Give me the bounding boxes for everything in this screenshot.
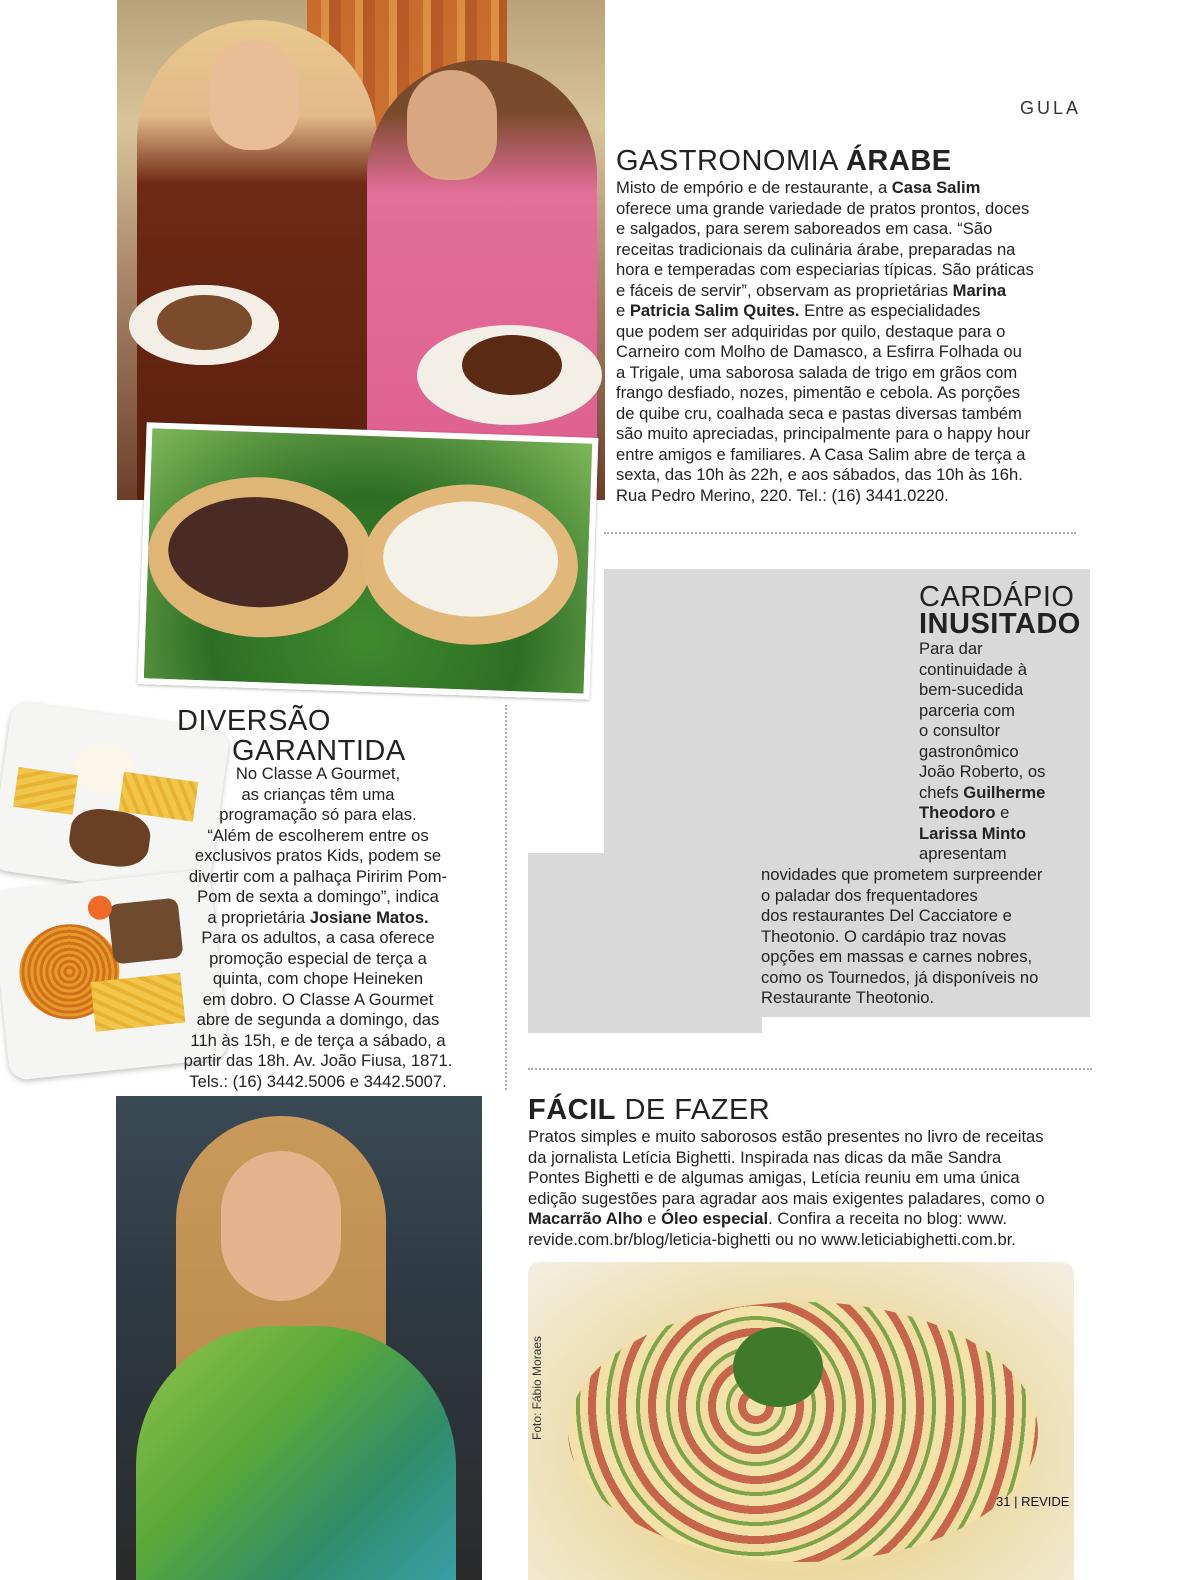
text-line: gastronômico — [919, 741, 1019, 761]
text-line: como os Tournedos, já disponíveis no — [761, 967, 1039, 987]
article-title: GASTRONOMIA ÁRABE — [616, 145, 952, 177]
article-body — [919, 639, 1084, 865]
text-line: oferece uma grande variedade de pratos prontos, doces — [616, 198, 1030, 218]
photo-credit: Foto: Fábio Moraes — [530, 1335, 544, 1440]
article-body-continued — [761, 865, 1081, 1009]
text-line: No Classe A Gourmet, — [235, 764, 401, 783]
text-line: continuidade à — [919, 659, 1027, 679]
text-line: exclusivos pratos Kids, podem se — [194, 846, 442, 865]
text-line: frango desfiado, nozes, pimentão e cebola. As porções — [616, 383, 1021, 402]
text-line: Theotonio. O cardápio traz novas — [761, 926, 1007, 946]
text-line: João Roberto, os — [919, 762, 1046, 781]
article-body — [528, 1127, 1083, 1250]
text-line: Larissa Minto — [919, 823, 1026, 843]
text-line: parceria com — [919, 700, 1015, 720]
photo-leticia-bighetti — [116, 1096, 482, 1580]
text-line: abre de segunda a domingo, das — [196, 1010, 440, 1029]
text-line: edição sugestões para agradar aos mais exigentes paladares, como o — [528, 1188, 1045, 1208]
article-title-diversao: DIVERSÃO GARANTIDA — [177, 705, 406, 767]
text-line: o paladar dos frequentadores — [761, 885, 978, 905]
text-line: chefs Guilherme — [919, 782, 1046, 802]
article-facil-de-fazer — [528, 1095, 1083, 1250]
text-line: novidades que prometem surpreender — [761, 865, 1043, 884]
text-line: revide.com.br/blog/leticia-bighetti ou no www.leticiabighetti.com.br. — [528, 1229, 1016, 1249]
text-line: da jornalista Letícia Bighetti. Inspirada nas dicas da mãe Sandra — [528, 1147, 1002, 1167]
text-line: e salgados, para serem saboreados em casa. “São — [616, 219, 993, 238]
text-line: Pontes Bighetti e de algumas amigas, Letícia reuniu em uma única — [528, 1168, 1020, 1187]
text-line: bem-sucedida — [919, 680, 1024, 699]
text-line: e Patricia Salim Quites. Entre as especialidades — [616, 301, 981, 320]
text-line: Tels.: (16) 3442.5006 e 3442.5007. — [189, 1071, 447, 1091]
article-title: CARDÁPIO INUSITADO — [919, 581, 1081, 640]
text-line: Carneiro com Molho de Damasco, a Esfirra Folhada ou — [616, 342, 1022, 361]
text-line: Para os adultos, a casa oferece — [201, 928, 435, 947]
text-line: Misto de empório e de restaurante, a Casa Salim — [616, 178, 981, 197]
divider-vertical — [505, 705, 507, 1090]
text-line: partir das 18h. Av. João Fiusa, 1871. — [183, 1051, 453, 1070]
article-title: FÁCIL DE FAZER — [528, 1094, 771, 1126]
text-line: e fáceis de servir”, observam as proprietárias Marina — [616, 280, 1007, 300]
text-line: Theodoro e — [919, 803, 1010, 822]
divider — [604, 532, 1076, 534]
text-line: as crianças têm uma — [241, 784, 395, 804]
text-line: de quibe cru, coalhada seca e pastas diversas também — [616, 403, 1022, 423]
text-line: receitas tradicionais da culinária árabe, preparadas na — [616, 239, 1016, 259]
text-line: quinta, com chope Heineken — [212, 969, 424, 988]
photo-esfirra-folhada — [138, 422, 599, 700]
text-line: Rua Pedro Merino, 220. Tel.: (16) 3441.0220. — [616, 485, 949, 505]
text-line: Restaurante Theotonio. — [761, 988, 935, 1007]
page-folio: 31 | REVIDE — [996, 1494, 1070, 1509]
text-line: hora e temperadas com especiarias típicas. São práticas — [616, 260, 1034, 279]
divider — [528, 1068, 1092, 1070]
text-line: Pratos simples e muito saborosos estão presentes no livro de receitas — [528, 1127, 1044, 1146]
text-line: entre amigos e familiares. A Casa Salim abre de terça a — [616, 444, 1026, 464]
text-line: são muito apreciadas, principalmente para o happy hour — [616, 424, 1031, 443]
text-line: em dobro. O Classe A Gourmet — [202, 989, 434, 1009]
text-line: Para dar — [919, 639, 983, 658]
article-cardapio-inusitado — [919, 581, 1084, 865]
article-body — [616, 178, 1086, 506]
text-line: promoção especial de terça a — [209, 948, 427, 968]
text-line: apresentam — [919, 844, 1007, 863]
photo-frame — [620, 582, 902, 852]
article-body-diversao — [148, 764, 488, 1092]
text-line: divertir com a palhaça Piririm Pom- — [188, 866, 448, 886]
text-line: a Trigale, uma saborosa salada de trigo em grãos com — [616, 362, 1018, 382]
text-line: programação só para elas. — [219, 805, 417, 824]
text-line: opções em massas e carnes nobres, — [761, 947, 1033, 966]
gray-box-panel-low — [528, 853, 762, 1033]
text-line: o consultor — [919, 721, 1001, 740]
text-line: dos restaurantes Del Cacciatore e — [761, 906, 1012, 925]
text-line: que podem ser adquiridas por quilo, destaque para o — [616, 321, 1006, 341]
text-line: Macarrão Alho e Óleo especial. Confira a receita no blog: www. — [528, 1209, 1007, 1228]
article-gastronomia-arabe — [616, 146, 1086, 506]
text-line: 11h às 15h, e de terça a sábado, a — [190, 1030, 446, 1050]
text-line: Pom de sexta a domingo”, indica — [197, 887, 439, 906]
text-line: a proprietária Josiane Matos. — [207, 907, 429, 927]
text-line: “Além de escolherem entre os — [207, 825, 429, 845]
photo-macarrao-alho-e-oleo — [528, 1262, 1074, 1580]
section-label: GULA — [1020, 98, 1082, 118]
text-line: sexta, das 10h às 22h, e aos sábados, das 10h às 16h. — [616, 465, 1023, 484]
